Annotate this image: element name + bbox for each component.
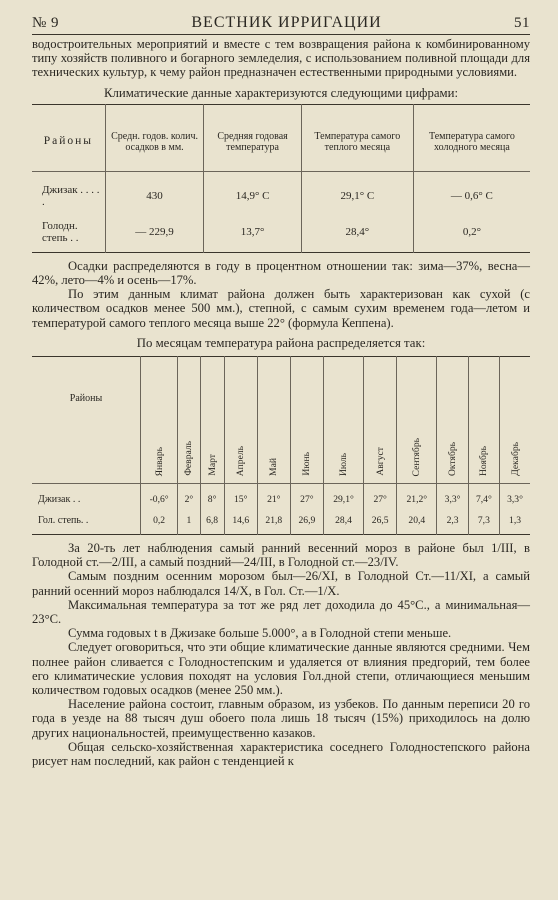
month-label: Январь <box>153 446 165 477</box>
column-header: Средн. годов. колич. осадков в мм. <box>105 104 203 171</box>
column-header: Районы <box>32 357 141 484</box>
table1-caption: Климатические данные характеризуются следующими цифрами: <box>103 85 459 100</box>
table-cell: 26,5 <box>364 510 397 535</box>
month-label: Октябрь <box>447 442 459 477</box>
monthly-temperature-table <box>32 356 530 535</box>
month-header <box>397 357 437 484</box>
month-header <box>364 357 397 484</box>
table-cell: 7,3 <box>468 510 499 535</box>
column-header: Средняя годовая температура <box>204 104 302 171</box>
header-rule <box>32 34 530 35</box>
month-label: Сентябрь <box>411 437 423 477</box>
table-cell: 15° <box>224 484 257 511</box>
month-label: Август <box>374 447 386 477</box>
page-number: 51 <box>514 15 530 31</box>
table-cell: 6,8 <box>200 510 224 535</box>
climate-table <box>32 104 530 253</box>
month-header <box>141 357 178 484</box>
month-header <box>437 357 468 484</box>
paragraph: Сумма годовых t в Джизаке больше 5.000°, а в Голодной степи меньше. <box>68 626 452 641</box>
table-cell: Джизак . . <box>38 494 81 506</box>
month-label: Ноябрь <box>478 446 490 477</box>
month-header <box>200 357 224 484</box>
table-cell: 21,2° <box>397 484 437 511</box>
table-cell: 3,3° <box>437 484 468 511</box>
month-header <box>290 357 323 484</box>
table-cell: 21° <box>257 484 290 511</box>
issue-number: № 9 <box>32 15 60 31</box>
paragraph: Максимальная температура за тот же ряд лет доходила до 45°С., а минимальная—23°С. <box>32 597 530 627</box>
table-row <box>32 214 530 253</box>
table-cell: 14,6 <box>224 510 257 535</box>
month-header <box>178 357 200 484</box>
page-header <box>32 14 530 32</box>
month-label: Июль <box>338 453 350 477</box>
journal-title: ВЕСТНИК ИРРИГАЦИИ <box>191 14 382 31</box>
table-cell: 20,4 <box>397 510 437 535</box>
paragraph: Население района состоит, главным образом, из узбеков. По данным переписи 20 го года в уезде на 88 тысяч душ обоего пола лишь 18 тысяч (15%) приходилось на долю других национальностей, преимущественно казаков. <box>32 697 530 740</box>
table-cell: 0,2 <box>141 510 178 535</box>
month-label: Май <box>268 458 280 477</box>
table-cell: — 229,9 <box>105 214 203 253</box>
paragraph: Самым поздним осенним морозом был—26/XI, в Голодной Ст.—11/XI, а самый ранний осенний мороз наблюдался 14/X, в Гол. Ст.—1/X. <box>32 569 530 598</box>
month-label: Февраль <box>183 441 195 477</box>
column-header: Температура самого холодного месяца <box>413 104 530 171</box>
paragraph: Следует оговориться, что эти общие климатические данные являются средними. Чем полнее район сливается с Голодностепским и удаляется от влияния предгорий, тем более его климатические условия походят на условия Гол.дной степи, отличающиеся меньшим количеством годовых осадков (менее 250 мм.). <box>32 640 530 698</box>
table-cell: 14,9° С <box>204 171 302 214</box>
month-label: Апрель <box>235 445 247 477</box>
paragraph: За 20-ть лет наблюдения самый ранний весенний мороз в районе был 1/III, в Голодной ст.—2/III, а самый поздний—24/III, в Голодной ст.—23/IV. <box>32 541 530 570</box>
month-label: Декабрь <box>509 442 521 477</box>
month-header <box>323 357 363 484</box>
table-cell: 2° <box>178 484 200 511</box>
table-cell: 2,3 <box>437 510 468 535</box>
table-cell: 28,4° <box>301 214 413 253</box>
table-row <box>32 484 530 511</box>
table-cell: 28,4 <box>323 510 363 535</box>
table-cell: 1,3 <box>500 510 530 535</box>
table-cell: 430 <box>105 171 203 214</box>
month-header <box>500 357 530 484</box>
table-cell: 27° <box>290 484 323 511</box>
paragraph: Общая сельско-хозяйственная характеристика соседнего Голодностепского района рисует нам последний, как район с тенденцией к <box>32 739 530 769</box>
table-cell: Гол. степь. . <box>38 515 89 527</box>
table2-caption: По месяцам температура района распределяется так: <box>136 335 426 350</box>
month-header <box>257 357 290 484</box>
table-row <box>32 171 530 214</box>
table-cell: 3,3° <box>500 484 530 511</box>
column-header: Температура самого теплого месяца <box>301 104 413 171</box>
table-row <box>32 510 530 535</box>
table-cell: 7,4° <box>468 484 499 511</box>
month-header <box>224 357 257 484</box>
table-cell: Джизак . . . . . <box>42 183 100 208</box>
paragraph: По этим данным климат района должен быть характеризован как сухой (с количеством осадков менее 500 мм.), степной, с самым сухим временем года—летом и температурой самого теплого месяца выше 22° (формула Кеппена). <box>32 287 530 330</box>
month-label: Июнь <box>301 452 313 477</box>
table-cell: 27° <box>364 484 397 511</box>
table-cell: 13,7° <box>204 214 302 253</box>
table-cell: 29,1° <box>323 484 363 511</box>
paragraph: водостроительных мероприятий и вместе с тем возвращения района к комбинированному типу хозяйств поливного и богарного земледелия, с использованием поливной площади для технических культур, к чему район предназначен естественными природными условиями. <box>32 37 530 80</box>
paragraph: Осадки распределяются в году в процентном отношении так: зима—37%, весна—42%, лето—4% и осень—17%. <box>32 258 530 288</box>
table-cell: 1 <box>178 510 200 535</box>
table-cell: 0,2° <box>413 214 530 253</box>
table-cell: -0,6° <box>141 484 178 511</box>
table-cell: — 0,6° С <box>413 171 530 214</box>
month-header <box>468 357 499 484</box>
table-cell: 8° <box>200 484 224 511</box>
table-cell: 29,1° С <box>301 171 413 214</box>
table-cell: 21,8 <box>257 510 290 535</box>
table-cell: 26,9 <box>290 510 323 535</box>
column-header: Районы <box>32 104 105 171</box>
table-cell: Голодн. степь . . <box>42 219 79 244</box>
month-label: Март <box>206 454 218 477</box>
